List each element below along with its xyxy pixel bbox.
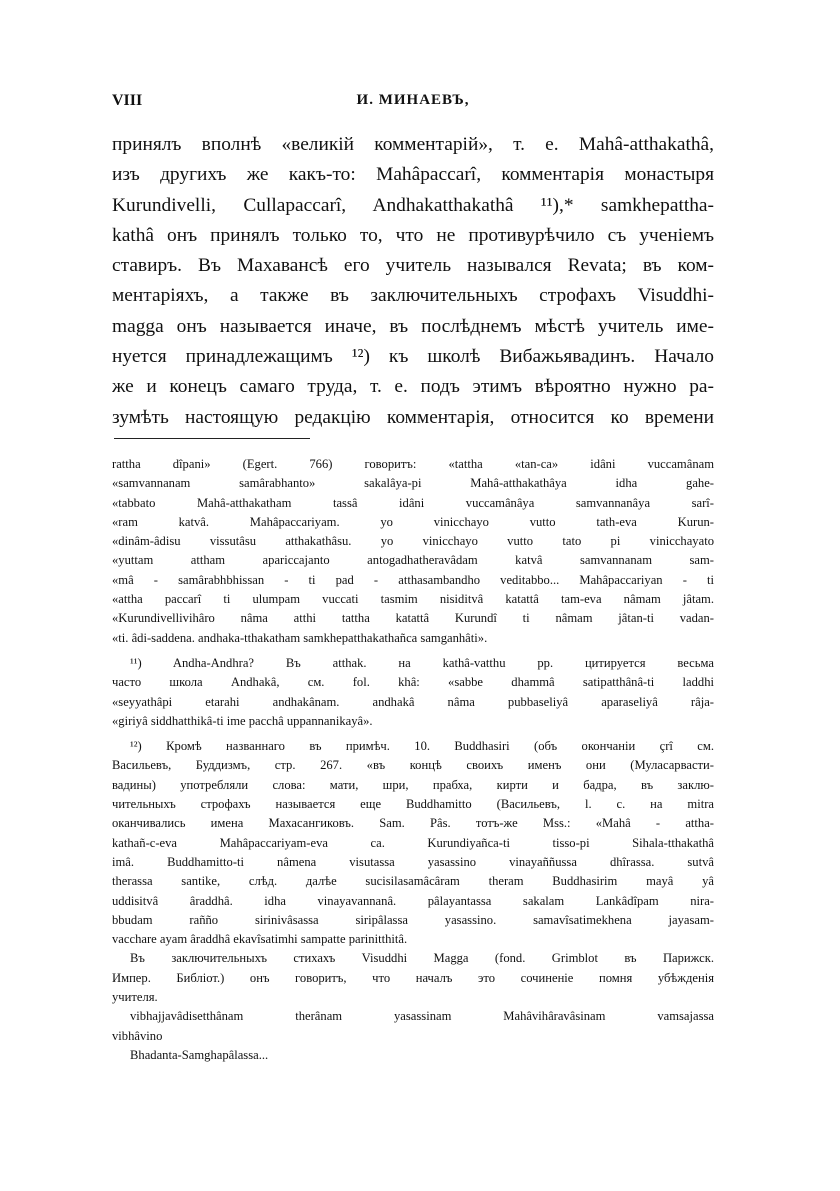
footnote-line: «attha paccarî ti ulumpam vuccati tasmim nisiditvâ katattâ tam-eva nâmam jâtam. [112, 592, 714, 607]
verse-line: Bhadanta-Samghapâlassa... [130, 1047, 269, 1062]
main-text-line: Kurundivelli, Cullapaccarî, Andhakatthakathâ ¹¹),* samkhepattha- [112, 194, 714, 216]
footnote-11-line: «giriyâ siddhatthikâ-ti ime pacchâ uppannanikayâ». [112, 713, 373, 728]
main-text-line: зумѣть настоящую редакцію комментарія, относится ко времени [112, 406, 714, 428]
footnote-line: «Kurundivellivihâro nâma atthi tattha katattâ Kurundî ti nâmam jâtan-ti vadan- [112, 611, 714, 626]
footnote-12-line: vacchare ayam âraddhâ ekavîsatimhi sampatte parinitthitâ. [112, 932, 408, 947]
footnote-12-line: чительныхъ строфахъ называется еще Buddhamitto (Васильевъ, l. c. на mitra [112, 797, 714, 812]
footnote-12-line: вадины) употребляли слова: мати, шри, прабха, кирти и бадра, въ заклю- [112, 777, 714, 792]
page-number: VIII [112, 92, 143, 109]
footnotes-block [112, 455, 714, 1065]
footnote-tail-line: учителя. [112, 990, 158, 1005]
footnote-11-line: ¹¹) Andha-Andhra? Въ atthak. на kathâ-vatthu pp. цитируется весьма [130, 655, 714, 670]
main-text-line: magga онъ называется иначе, въ послѣднемъ мѣстѣ учитель име- [112, 315, 714, 337]
main-text-line: нуется принадлежащимъ ¹²) къ школѣ Вибажьявадинъ. Начало [112, 346, 714, 368]
footnote-12-line: оканчивались имена Махасангиковъ. Sam. Pâs. тотъ-же Mss.: «Mahâ - attha- [112, 816, 714, 831]
footnote-tail-line: Импер. Библіот.) онъ говоритъ, что началъ это сочиненіе помня убѣжденія [112, 970, 714, 985]
footnote-11-line: часто школа Andhakâ, см. fol. khâ: «sabbe dhammâ satipatthânâ-ti laddhi [112, 675, 714, 690]
footnote-12-line: ¹²) Кромѣ названнаго въ примѣч. 10. Buddhasiri (объ окончаніи çrî см. [130, 739, 714, 754]
main-text-line: принялъ вполнѣ «великій комментарій», т. е. Mahâ-atthakathâ, [112, 134, 714, 155]
footnote-line: «yuttam attham apariccajanto antogadhatheravâdam katvâ samvannanam sam- [112, 553, 714, 568]
footnote-12-line: imâ. Buddhamitto-ti nâmena visutassa yasassino vinayaññussa dhîrassa. sutvâ [112, 854, 714, 869]
footnote-12-line: Васильевъ, Буддизмъ, стр. 267. «въ концѣ своихъ именъ они (Муласарвасти- [112, 758, 714, 773]
main-text-line: же и конецъ самаго труда, т. е. подъ этимъ вѣроятно нужно ра- [112, 376, 714, 398]
footnote-line: «ti. âdi-saddena. andhaka-tthakatham samkhepatthakathañca samganhâti». [112, 630, 488, 645]
running-title: И. МИНАЕВЪ, [356, 92, 470, 108]
page-header [112, 92, 714, 114]
footnote-11-line: «seyyathâpi etarahi andhakânam. andhakâ nâma pubbaseliyâ aparaseliyâ râja- [112, 694, 714, 709]
footnote-line: «mâ - samârabhbhissan - ti pad - atthasambandho veditabbo... Mahâpaccariyan - ti [112, 572, 714, 587]
footnote-tail-line: Въ заключительныхъ стихахъ Visuddhi Magga (fond. Grimblot въ Парижск. [130, 951, 714, 966]
footnote-12-line: bbudam rañño sirinivâsassa siripâlassa yasassino. samavîsatimekhena jayasam- [112, 912, 714, 927]
footnote-line: «ram katvâ. Mahâpaccariyam. yo vinicchayo vutto tath-eva Kurun- [112, 514, 714, 529]
footnote-line: «dinâm-âdisu vissutâsu atthakathâsu. yo vinicchayo vutto tato pi vinicchayato [112, 534, 714, 549]
footnote-12-line: therassa santike, слѣд. далѣе sucisilasamâcâram theram Buddhasirim mayâ yâ [112, 874, 714, 889]
footnote-line: «samvannanam samârabhanto» sakalâya-pi Mahâ-atthakathâya idha gahe- [112, 476, 714, 491]
footnote-12-line: uddisitvâ âraddhâ. idha vinayavannanâ. pâlayantassa sakalam Lankâdîpam nira- [112, 893, 714, 908]
main-paragraph [112, 130, 714, 433]
footnote-separator [114, 438, 310, 439]
footnote-12-line: kathañ-c-eva Mahâpaccariyam-eva ca. Kurundiyañca-ti tisso-pi Sihala-tthakathâ [112, 835, 714, 850]
verse-line: vibhâvino [112, 1028, 163, 1043]
main-text-line: ментаріяхъ, а также въ заключительныхъ строфахъ Visuddhi- [112, 285, 714, 307]
main-text-line: kathâ онъ принялъ только то, что не противурѣчило съ ученіемъ [112, 224, 714, 246]
main-text-line: изъ другихъ же какъ-то: Mahâpaccarî, комментарія монастыря [112, 164, 714, 186]
main-text-line: ставиръ. Въ Махавансѣ его учитель назывался Revata; въ ком- [112, 255, 714, 277]
footnote-line: rattha dîpani» (Egert. 766) говоритъ: «tattha «tan-ca» idâni vuccamânam [112, 457, 714, 471]
footnote-line: «tabbato Mahâ-atthakatham tassâ idâni vuccamânâya samvannanâya sarî- [112, 495, 714, 510]
verse-line: vibhajjavâdisetthânam therânam yasassinam Mahâvihâravâsinam vamsajassa [130, 1009, 714, 1024]
